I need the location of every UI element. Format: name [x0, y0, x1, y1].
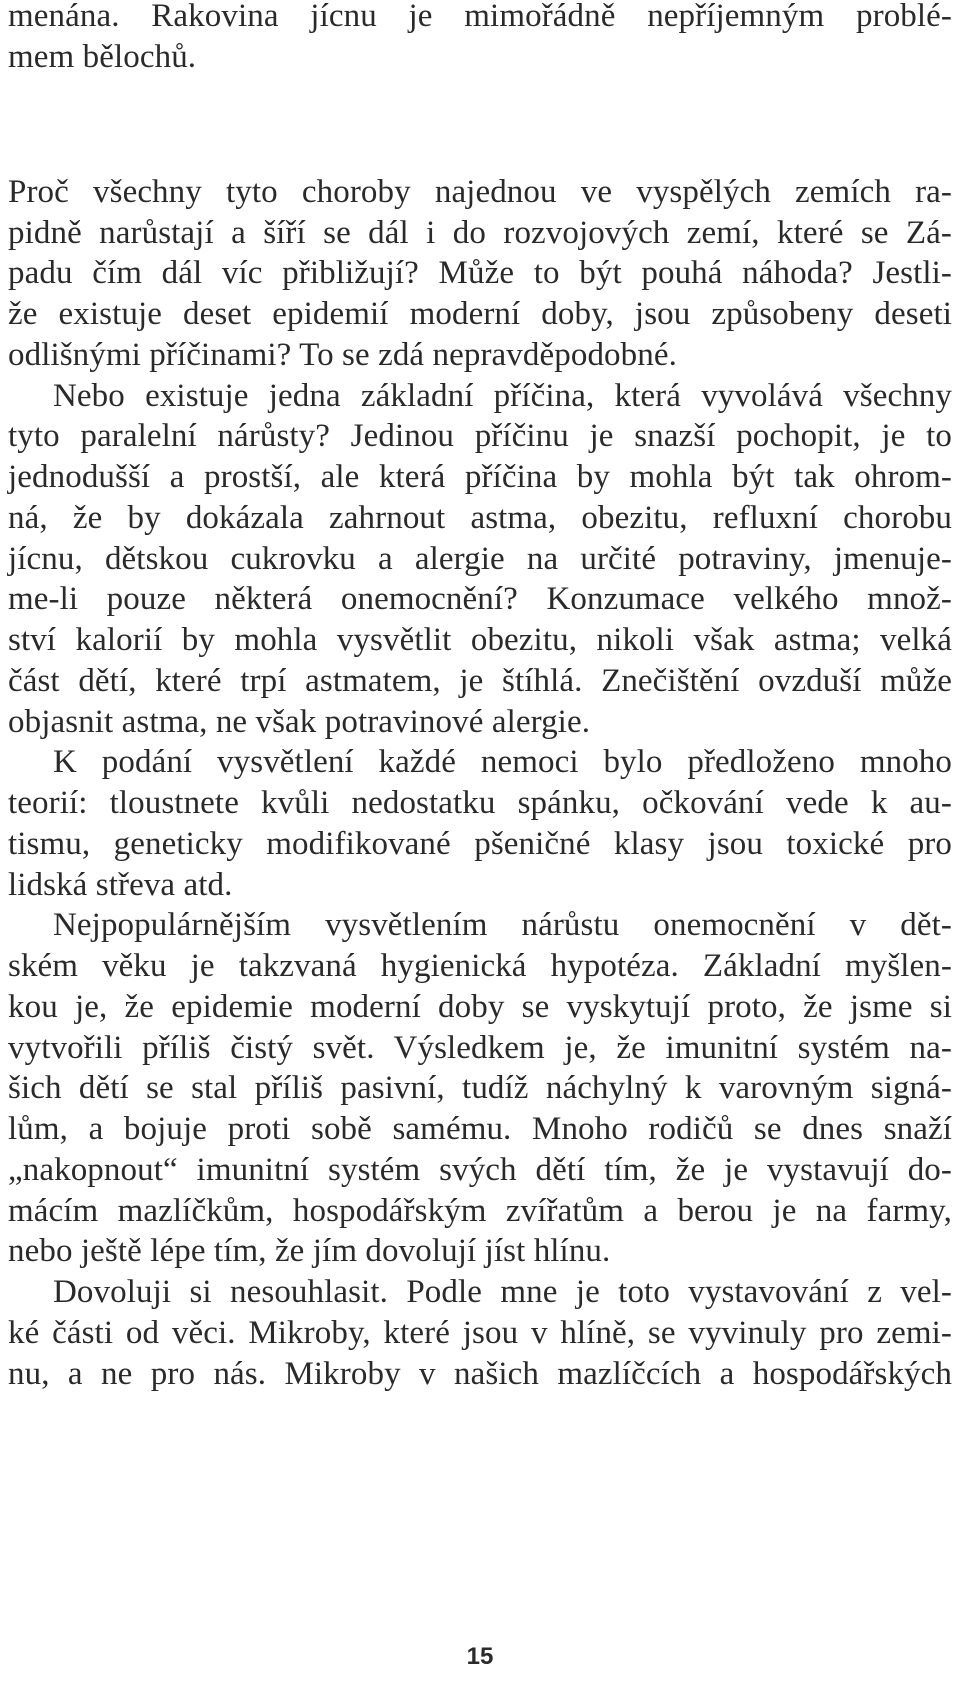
- text-line: ná, že by dokázala zahrnout astma, obezitu, refluxní chorobu: [8, 500, 952, 536]
- text-line: me-li pouze některá onemocnění? Konzumace velkého množ-: [8, 581, 952, 617]
- text-line: ství kalorií by mohla vysvětlit obezitu, nikoli však astma; velká: [8, 622, 952, 658]
- text-line: mem bělochů.: [8, 39, 197, 75]
- text-line: Nebo existuje jedna základní příčina, která vyvolává všechny: [53, 378, 952, 414]
- text-line: jícnu, dětskou cukrovku a alergie na určité potraviny, jmenuje-: [8, 541, 952, 577]
- text-line: teorií: tloustnete kvůli nedostatku spánku, očkování vede k au-: [8, 785, 952, 821]
- text-line: kou je, že epidemie moderní doby se vyskytují proto, že jsme si: [8, 989, 952, 1025]
- text-line: pidně narůstají a šíří se dál i do rozvojových zemí, které se Zá-: [8, 215, 952, 251]
- text-line: tismu, geneticky modifikované pšeničné klasy jsou toxické pro: [8, 826, 952, 862]
- text-line: tyto paralelní nárůsty? Jedinou příčinu je snazší pochopit, je to: [8, 418, 952, 454]
- text-line: Proč všechny tyto choroby najednou ve vyspělých zemích ra-: [8, 174, 952, 210]
- text-line: lům, a bojuje proti sobě samému. Mnoho rodičů se dnes snaží: [8, 1111, 952, 1147]
- text-line: Dovoluji si nesouhlasit. Podle mne je toto vystavování z vel-: [53, 1274, 952, 1310]
- text-line: ském věku je takzvaná hygienická hypotéza. Základní myšlen-: [8, 948, 952, 984]
- text-line: jednodušší a prostší, ale která příčina by mohla být tak ohrom-: [8, 459, 952, 495]
- text-line: padu čím dál víc přibližují? Může to být pouhá náhoda? Jestli-: [8, 255, 952, 291]
- text-line: nebo ještě lépe tím, že jím dovolují jíst hlínu.: [8, 1233, 611, 1269]
- text-line: část dětí, které trpí astmatem, je štíhlá. Znečištění ovzduší může: [8, 663, 952, 699]
- text-line: nu, a ne pro nás. Mikroby v našich mazlíčcích a hospodářských: [8, 1356, 952, 1392]
- text-line: vytvořili příliš čistý svět. Výsledkem je, že imunitní systém na-: [8, 1030, 952, 1066]
- text-line: ké části od věci. Mikroby, které jsou v hlíně, se vyvinuly pro zemi-: [8, 1315, 952, 1351]
- text-line: mácím mazlíčkům, hospodářským zvířatům a berou je na farmy,: [8, 1193, 952, 1229]
- text-line: že existuje deset epidemií moderní doby, jsou způsobeny deseti: [8, 296, 952, 332]
- text-line: objasnit astma, ne však potravinové alergie.: [8, 704, 591, 740]
- text-line: odlišnými příčinami? To se zdá nepravděpodobné.: [8, 337, 677, 373]
- text-line: Nejpopulárnějším vysvětlením nárůstu onemocnění v dět-: [53, 907, 952, 943]
- text-line: šich dětí se stal příliš pasivní, tudíž náchylný k varovným signá-: [8, 1070, 952, 1106]
- text-line: „nakopnout“ imunitní systém svých dětí tím, že je vystavují do-: [8, 1152, 952, 1188]
- text-line: menána. Rakovina jícnu je mimořádně nepříjemným problé-: [8, 0, 952, 34]
- text-line: lidská střeva atd.: [8, 867, 233, 903]
- text-line: K podání vysvětlení každé nemoci bylo předloženo mnoho: [53, 744, 952, 780]
- page-number: 15: [466, 1643, 494, 1670]
